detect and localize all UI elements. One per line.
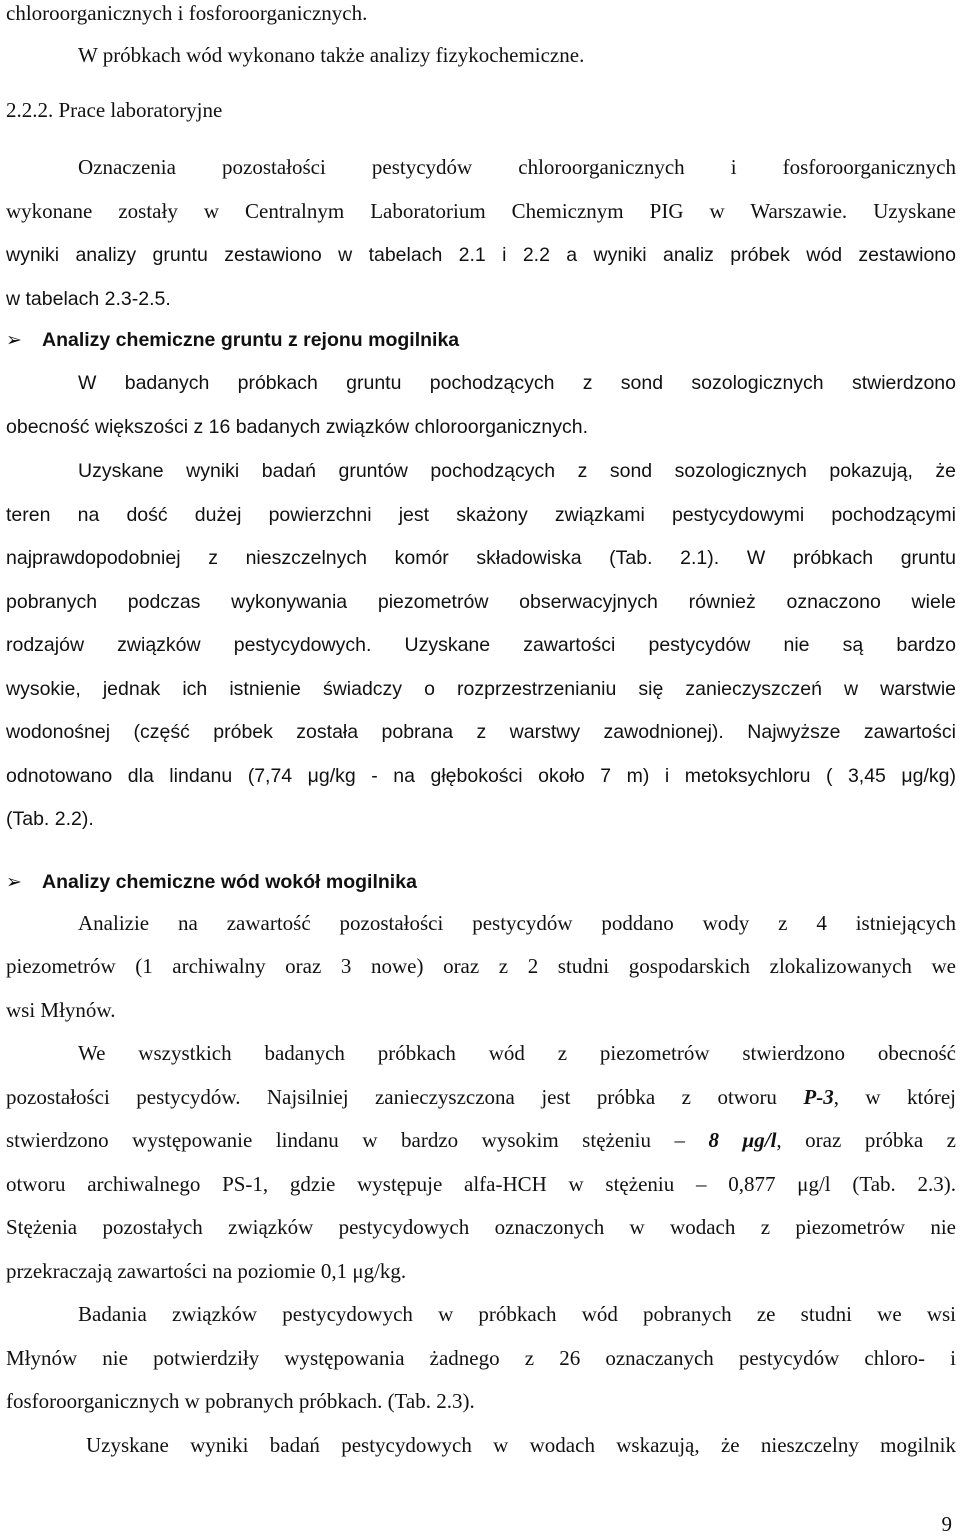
emphasis-concentration: 8 μg/l [708,1128,777,1152]
text-line: chloroorganicznych i fosforoorganicznych. [6,1,368,25]
text-line: piezometrów (1 archiwalny oraz 3 nowe) oraz z 2 studni gospodarskich zlokalizowanych we [6,954,956,978]
text-line: We wszystkich badanych próbkach wód z piezometrów stwierdzono obecność [78,1041,956,1065]
emphasis-well-id: P-3 [803,1085,834,1109]
text-line: Uzyskane wyniki badań pestycydowych w wodach wskazują, że nieszczelny mogilnik [86,1433,956,1457]
subheading-soil [6,327,459,353]
arrow-bullet-icon: ➢ [6,871,22,893]
text-line: Analizie na zawartość pozostałości pestycydów poddano wody z 4 istniejących [78,911,956,935]
text-line: fosforoorganicznych w pobranych próbkach. (Tab. 2.3). [6,1389,475,1413]
text-line: Uzyskane wyniki badań gruntów pochodzących z sond sozologicznych pokazują, że [78,460,956,482]
text-span: , oraz próbka z [776,1128,956,1152]
text-line: Badania związków pestycydowych w próbkach wód pobranych ze studni we wsi [78,1302,956,1326]
text-line: pobranych podczas wykonywania piezometrów obserwacyjnych również oznaczono wiele [6,591,956,613]
text-line: wysokie, jednak ich istnienie świadczy o rozprzestrzenianiu się zanieczyszczeń w warstwie [6,678,956,700]
page-number: 9 [941,1512,952,1536]
text-line [6,1084,956,1110]
subheading-water-text: Analizy chemiczne wód wokół mogilnika [42,871,417,893]
text-line: obecność większości z 16 badanych związków chloroorganicznych. [6,416,589,438]
text-span: pozostałości pestycydów. Najsilniej zanieczyszczona jest próbka z otworu [6,1085,777,1109]
arrow-bullet-icon: ➢ [6,329,22,351]
text-line: przekraczają zawartości na poziomie 0,1 μg/kg. [6,1259,407,1283]
text-line: wodonośnej (część próbek została pobrana z warstwy zawodnionej). Najwyższe zawartości [6,721,956,743]
text-line: (Tab. 2.2). [6,808,94,830]
text-line: Stężenia pozostałych związków pestycydowych oznaczonych w wodach z piezometrów nie [6,1215,956,1239]
text-span: , w której [833,1085,956,1109]
text-line: w tabelach 2.3-2.5. [6,288,171,310]
subheading-water [6,869,417,895]
text-line: wyniki analizy gruntu zestawiono w tabelach 2.1 i 2.2 a wyniki analiz próbek wód zestawiono [6,244,956,266]
text-line: W badanych próbkach gruntu pochodzących z sond sozologicznych stwierdzono [78,372,956,394]
subheading-soil-text: Analizy chemiczne gruntu z rejonu mogilnika [42,329,460,351]
text-line: Oznaczenia pozostałości pestycydów chloroorganicznych i fosforoorganicznych [78,155,956,179]
section-heading: 2.2.2. Prace laboratoryjne [6,98,223,122]
text-line: teren na dość dużej powierzchni jest skażony związkami pestycydowymi pochodzącymi [6,504,956,526]
text-line: W próbkach wód wykonano także analizy fizykochemiczne. [78,43,585,67]
text-line: Młynów nie potwierdziły występowania żadnego z 26 oznaczanych pestycydów chloro- i [6,1346,956,1370]
text-line: odnotowano dla lindanu (7,74 μg/kg - na głębokości około 7 m) i metoksychloru ( 3,45 μg/kg) [6,765,956,787]
text-line: wykonane zostały w Centralnym Laboratorium Chemicznym PIG w Warszawie. Uzyskane [6,199,956,223]
text-line [6,1127,956,1153]
text-line: rodzajów związków pestycydowych. Uzyskane zawartości pestycydów nie są bardzo [6,634,956,656]
text-line: najprawdopodobniej z nieszczelnych komór składowiska (Tab. 2.1). W próbkach gruntu [6,547,956,569]
text-line: wsi Młynów. [6,998,116,1022]
text-span: stwierdzono występowanie lindanu w bardzo wysokim stężeniu – [6,1128,709,1152]
text-line: otworu archiwalnego PS-1, gdzie występuje alfa-HCH w stężeniu – 0,877 μg/l (Tab. 2.3). [6,1172,956,1196]
